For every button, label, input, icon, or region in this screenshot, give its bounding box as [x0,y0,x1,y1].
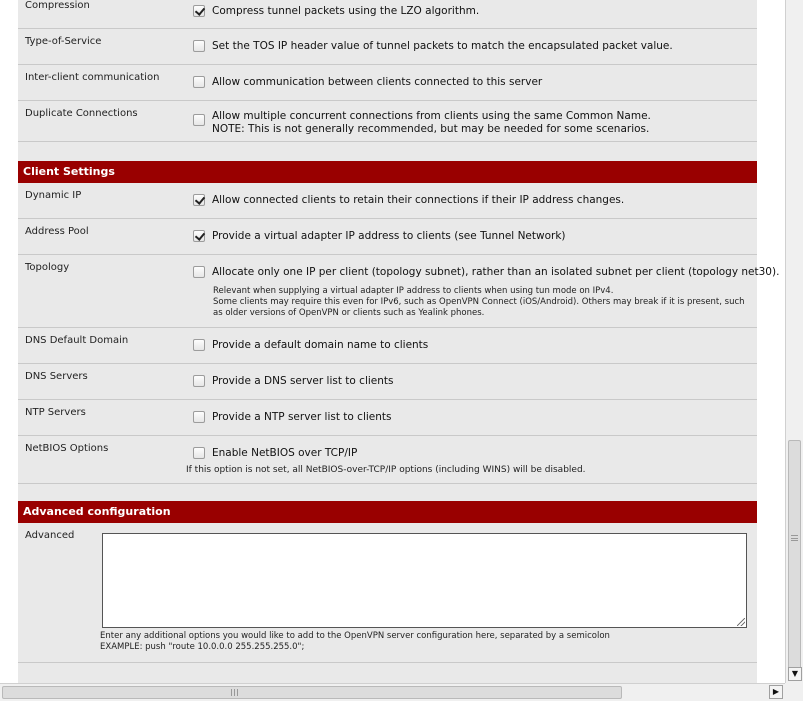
dns-default-domain-checkbox[interactable] [193,339,205,351]
row-text: Provide a DNS server list to clients [212,375,394,387]
netbios-checkbox[interactable] [193,447,205,459]
row-label: Dynamic IP [25,190,82,201]
scroll-grip-icon [791,535,798,541]
topology-help-line: as older versions of OpenVPN or clients such as Yealink phones. [213,308,485,318]
topology-help-line: Relevant when supplying a virtual adapter IP address to clients when using tun mode on IPv4. [213,286,614,296]
resize-grip-icon[interactable] [737,618,745,626]
scroll-down-icon[interactable]: ▼ [788,667,802,681]
setting-row-topology [18,255,780,328]
row-text: Provide a NTP server list to clients [212,411,392,423]
setting-row-compression [18,0,757,29]
row-label: Advanced [25,530,75,541]
row-text: Provide a default domain name to clients [212,339,429,351]
dynamic-ip-checkbox[interactable] [193,194,205,206]
row-label: NetBIOS Options [25,443,109,454]
row-text: Allow communication between clients connected to this server [212,76,543,88]
advanced-textarea[interactable] [102,533,747,628]
row-text: Allow multiple concurrent connections from clients using the same Common Name. [212,110,651,122]
advanced-help-line: EXAMPLE: push "route 10.0.0.0 255.255.255.0"; [100,642,305,652]
scroll-grip-icon [231,689,238,696]
netbios-help: If this option is not set, all NetBIOS-over-TCP/IP options (including WINS) will be disabled. [186,465,586,475]
advanced-config-header: Advanced configuration [18,501,757,523]
setting-row-address-pool [18,219,757,255]
horizontal-scroll-thumb[interactable] [2,686,622,699]
setting-row-inter-client [18,65,757,101]
row-text: Enable NetBIOS over TCP/IP [212,447,358,459]
row-label: DNS Default Domain [25,335,129,346]
compression-checkbox[interactable] [193,5,205,17]
setting-row-dynamic-ip [18,183,757,219]
row-label: Address Pool [25,226,89,237]
vertical-scroll-thumb[interactable] [788,440,801,670]
client-settings-header: Client Settings [18,161,757,183]
topology-help-line: Some clients may require this even for IPv6, such as OpenVPN Connect (iOS/Android). Others may break if it is present, such [213,297,745,307]
dns-servers-checkbox[interactable] [193,375,205,387]
row-label: NTP Servers [25,407,86,418]
setting-row-ntp-servers [18,400,757,436]
scroll-right-icon[interactable]: ▶ [769,685,783,699]
setting-row-dns-servers [18,364,757,400]
row-text: Provide a virtual adapter IP address to clients (see Tunnel Network) [212,230,566,242]
setting-row-type-of-service [18,29,757,65]
row-note: NOTE: This is not generally recommended, but may be needed for some scenarios. [212,123,650,135]
duplicate-connections-checkbox[interactable] [193,114,205,126]
tos-checkbox[interactable] [193,40,205,52]
address-pool-checkbox[interactable] [193,230,205,242]
row-text: Compress tunnel packets using the LZO algorithm. [212,5,480,17]
row-text: Set the TOS IP header value of tunnel packets to match the encapsulated packet value. [212,40,673,52]
row-text: Allocate only one IP per client (topology subnet), rather than an isolated subnet per client (topology net30). [212,266,780,278]
horizontal-scrollbar[interactable] [0,683,785,701]
settings-panel [18,0,780,683]
topology-checkbox[interactable] [193,266,205,278]
vertical-scrollbar[interactable] [785,0,803,683]
row-label: Compression [25,0,90,11]
row-label: Inter-client communication [25,72,160,83]
row-label: Duplicate Connections [25,108,138,119]
scrollbar-corner [785,683,803,701]
advanced-help-line: Enter any additional options you would like to add to the OpenVPN server configuration here, separated by a semicolon [100,631,610,641]
setting-row-netbios [18,436,757,484]
row-label: Topology [25,262,70,273]
row-label: Type-of-Service [25,36,102,47]
inter-client-checkbox[interactable] [193,76,205,88]
setting-row-dns-default-domain [18,328,757,364]
row-label: DNS Servers [25,371,88,382]
row-text: Allow connected clients to retain their connections if their IP address changes. [212,194,625,206]
setting-row-duplicate-connections [18,101,757,142]
ntp-servers-checkbox[interactable] [193,411,205,423]
